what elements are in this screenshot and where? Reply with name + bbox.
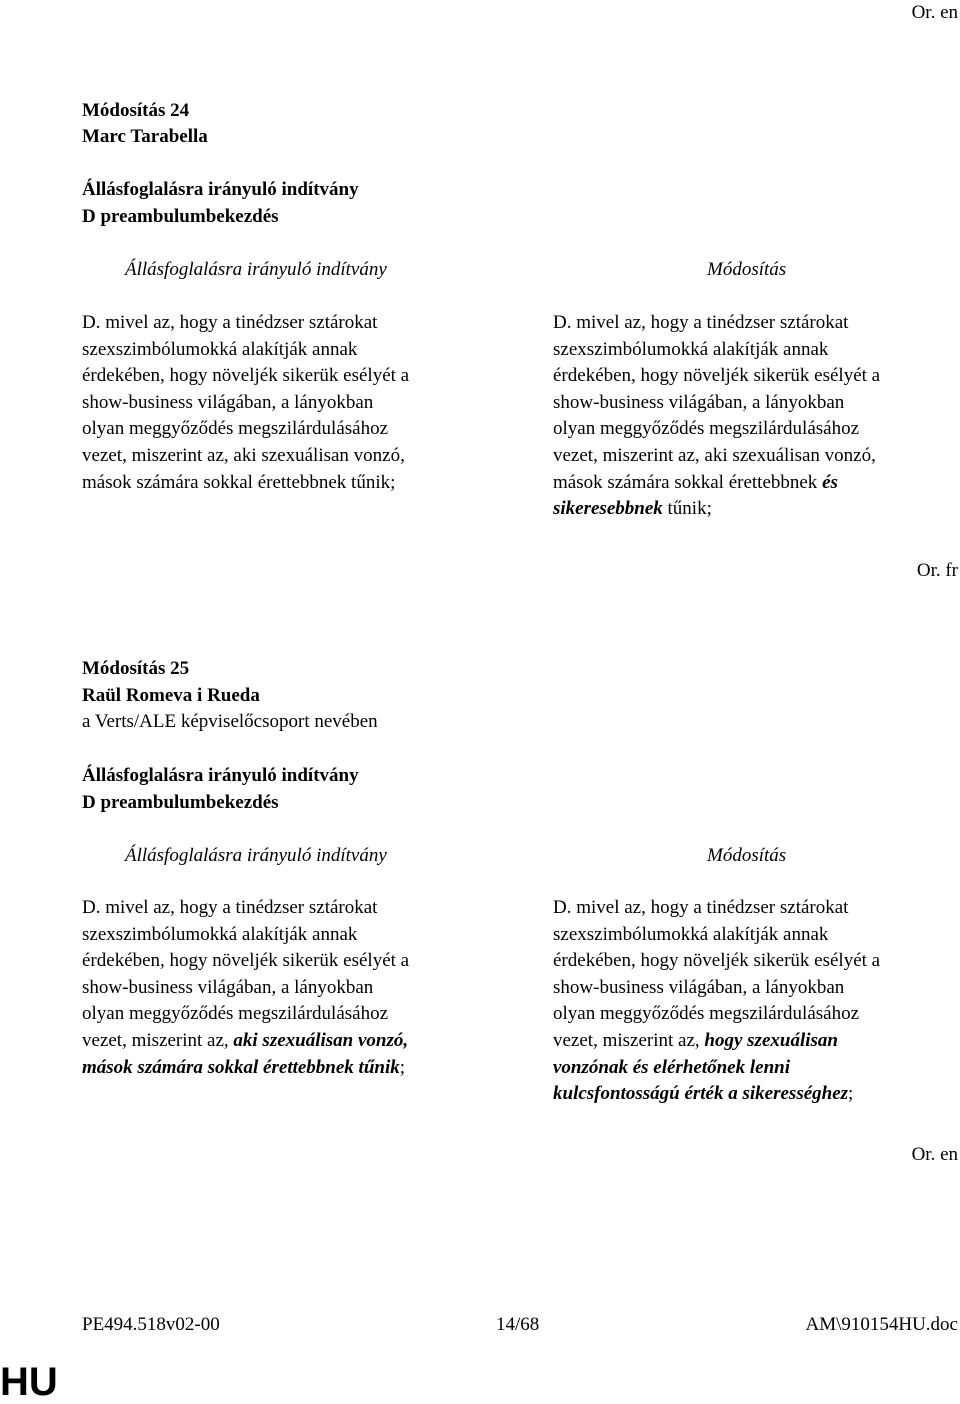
text-line [553,470,960,497]
text-line: D. mivel az, hogy a tinédzser sztárokat [82,897,378,918]
text-line [553,1055,960,1082]
amended-text-column [553,310,960,523]
inserted-text: sikeresebbnek [553,498,663,520]
text-line [82,1055,502,1082]
text-segment: vezet, miszerint az, [553,1029,705,1051]
original-text-column [82,895,502,1081]
text-line: érdekében, hogy növeljék sikerük esélyét a [553,950,881,972]
text-segment: vezet, miszerint az, [82,1029,234,1051]
text-line [553,1028,960,1055]
text-line: olyan meggyőződés megszilárdulásához [82,418,389,440]
amended-text-column [553,895,960,1108]
deleted-text: aki szexuálisan vonzó, [233,1029,409,1051]
amendment-author: Raül Romeva i Rueda [82,685,260,706]
text-line: szexszimbólumokká alakítják annak [82,923,358,945]
amendment-number: Módosítás 25 [82,658,190,679]
text-line [553,496,960,523]
right-column-heading: Módosítás [707,259,787,280]
language-code: HU [0,1360,58,1404]
text-line: olyan meggyőződés megszilárdulásához [82,1003,389,1025]
text-line: show-business világában, a lányokban [82,976,374,998]
text-segment: mások számára sokkal érettebbnek [553,471,823,493]
inserted-text: vonzónak és elérhetőnek lenni [553,1056,790,1078]
text-line [82,1028,502,1055]
file-name: AM\910154HU.doc [805,1314,958,1335]
left-column-heading: Állásfoglalásra irányuló indítvány [125,845,387,866]
document-type: Állásfoglalásra irányuló indítvány [82,765,359,786]
text-line: szexszimbólumokká alakítják annak [553,923,829,945]
text-line: érdekében, hogy növeljék sikerük esélyét a [553,365,881,387]
text-line: D. mivel az, hogy a tinédzser sztárokat [553,897,849,918]
inserted-text: hogy szexuálisan [704,1029,838,1051]
text-segment: ; [848,1083,854,1105]
deleted-text: mások számára sokkal érettebbnek tűnik [82,1056,400,1078]
document-section: D preambulumbekezdés [82,206,279,227]
text-line: show-business világában, a lányokban [553,391,845,413]
inserted-text: és [822,471,838,493]
amendment-author: Marc Tarabella [82,126,208,147]
amendment-number: Módosítás 24 [82,100,190,121]
right-column-heading: Módosítás [707,845,787,866]
text-line: vezet, miszerint az, aki szexuálisan vonzó, [553,444,876,466]
text-line: show-business világában, a lányokban [553,976,845,998]
text-line: D. mivel az, hogy a tinédzser sztárokat [553,312,849,333]
inserted-text: kulcsfontosságú érték a sikerességhez [553,1083,849,1105]
text-line: olyan meggyőződés megszilárdulásához [553,418,860,440]
text-line [553,1081,960,1108]
left-column-heading: Állásfoglalásra irányuló indítvány [125,259,387,280]
document-section: D preambulumbekezdés [82,792,279,813]
original-language-label: Or. fr [916,560,958,581]
original-language-label: Or. en [911,2,958,23]
political-group: a Verts/ALE képviselőcsoport nevében [82,711,378,732]
original-language-label: Or. en [911,1144,958,1165]
text-line: szexszimbólumokká alakítják annak [82,338,358,360]
text-segment: ; [399,1056,406,1078]
text-line: D. mivel az, hogy a tinédzser sztárokat [82,312,378,333]
text-line: show-business világában, a lányokban [82,391,374,413]
text-line: vezet, miszerint az, aki szexuálisan vonzó, [82,444,405,466]
text-line: mások számára sokkal érettebbnek tűnik; [82,471,396,493]
text-line: érdekében, hogy növeljék sikerük esélyét a [82,950,410,972]
text-line: olyan meggyőződés megszilárdulásához [553,1003,860,1025]
page-number: 14/68 [496,1314,540,1335]
original-text-column [82,310,502,496]
text-line: szexszimbólumokká alakítják annak [553,338,829,360]
document-type: Állásfoglalásra irányuló indítvány [82,179,359,200]
text-line: érdekében, hogy növeljék sikerük esélyét a [82,365,410,387]
document-reference: PE494.518v02-00 [82,1314,220,1335]
text-segment: tűnik; [662,498,712,520]
